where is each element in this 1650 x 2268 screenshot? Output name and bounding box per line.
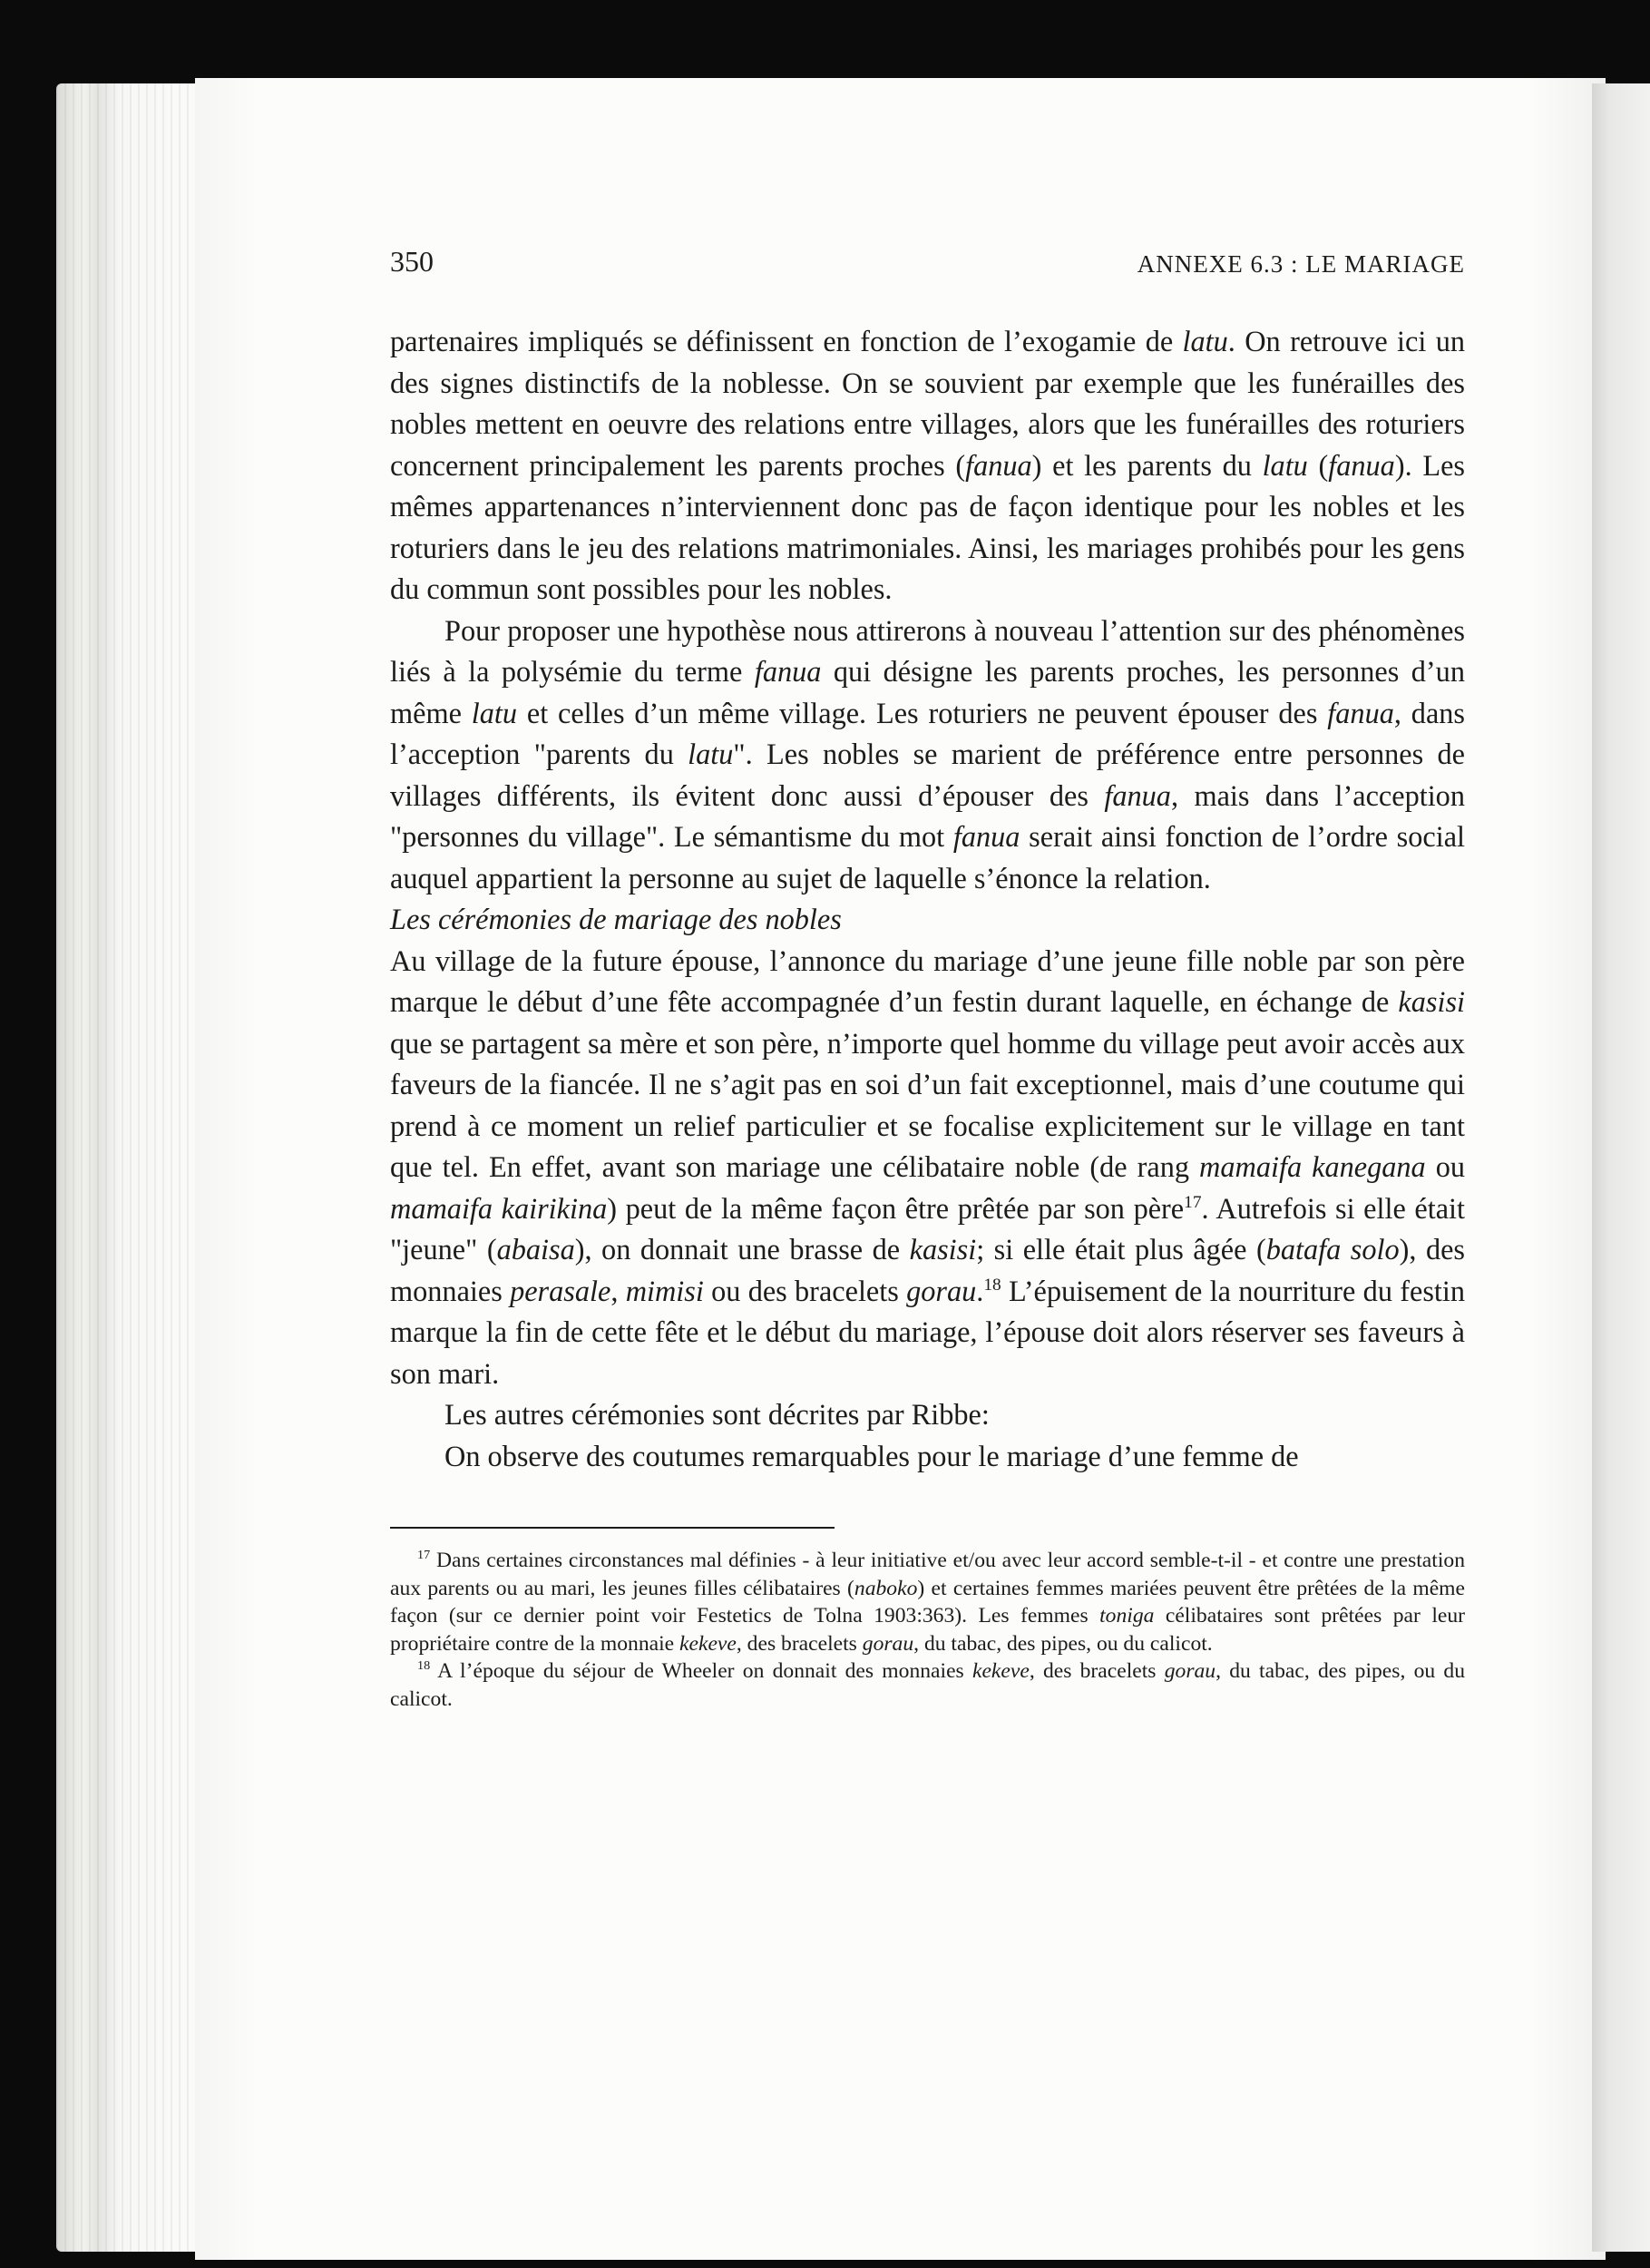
section-title: Les cérémonies de mariage des nobles [390,903,842,935]
page-number: 350 [390,245,434,278]
running-title: ANNEXE 6.3 : LE MARIAGE [1137,250,1465,278]
facing-page-edge [1592,83,1650,2252]
footnote-18: $^{18}$ A l’époque du séjour de Wheeler on donnait des monnaies kekeve, des bracelets gorau, du tabac, des pipes, ou du calicot. [390,1658,1466,1711]
footnote-rule [390,1527,835,1529]
paragraph-1: partenaires impliqués se définissent en fonction de l’exogamie de latu. On retrouve ici un des signes distinctifs de la noblesse. On se souvient par exemple que les funérailles des nobles mettent en oeuvre des relations entre villages, alors que les funérailles des roturiers concernent principalement les parents proches (fanua) et les parents du latu (fanua). Les mêmes appartenances n’interviennent donc pas de façon identique pour les nobles et les roturiers dans le jeu des relations matrimoniales. Ainsi, les mariages prohibés pour les gens du commun sont possibles pour les nobles. [390,325,1465,605]
footnote-ref-17: 17 [1184,1192,1202,1212]
page-edges [56,83,210,2252]
paragraph-4: Les autres cérémonies sont décrites par Ribbe: [444,1398,990,1431]
body-text [390,321,1465,1477]
paragraph-2: Pour proposer une hypothèse nous attirerons à nouveau l’attention sur des phénomènes liés à la polysémie du terme fanua qui désigne les parents proches, les personnes d’un même latu et celles d’un même village. Les roturiers ne peuvent épouser des fanua, dans l’acception "parents du latu". Les nobles se marient de préférence entre personnes de villages différents, ils évitent donc aussi d’épouser des fanua, mais dans l’acception "personnes du village". Le sémantisme du mot fanua serait ainsi fonction de l’ordre social auquel appartient la personne au sujet de laquelle s’énonce la relation. [390,613,1465,894]
footnote-ref-18: 18 [983,1275,1001,1295]
running-head [390,245,1465,287]
footnotes [390,1547,1465,1713]
footnote-17: $^{17}$ Dans certaines circonstances mal définies - à leur initiative et/ou avec leur accord semble-t-il - et contre une prestation aux parents ou au mari, les jeunes filles célibataires (naboko) et certaines femmes mariées peuvent être prêtées de la même façon (sur ce dernier point voir Festetics de Tolna 1903:363). Les femmes toniga célibataires sont prêtées par leur propriétaire contre de la monnaie kekeve, des bracelets gorau, du tabac, des pipes, ou du calicot. [390,1548,1466,1656]
paragraph-5-quote: On observe des coutumes remarquables pour le mariage d’une femme de [444,1439,1299,1472]
page-content [390,245,1465,1713]
paragraph-3: Au village de la future épouse, l’annonce du mariage d’une jeune fille noble par son père marque le début d’une fête accompagnée d’un festin durant laquelle, en échange de kasisi que se partagent sa mère et son père, n’importe quel homme du village peut avoir accès aux faveurs de la fiancée. Il ne s’agit pas en soi d’un fait exceptionnel, mais d’une coutume qui prend à ce moment un relief particulier et se focalise explicitement sur le village en tant que tel. En effet, avant son mariage une célibataire noble (de rang mamaifa kanegana ou mamaifa kairikina) peut de la même façon être prêtée par son père$^{17}$. Autrefois si elle était "jeune" (abaisa), on donnait une brasse de kasisi; si elle était plus âgée (batafa solo), des monnaies perasale, mimisi ou des bracelets gorau.$^{18}$ L’épuisement de la nourriture du festin marque la fin de cette fête et le début du mariage, l’épouse doit alors réserver ses faveurs à son mari. [390,943,1466,1390]
